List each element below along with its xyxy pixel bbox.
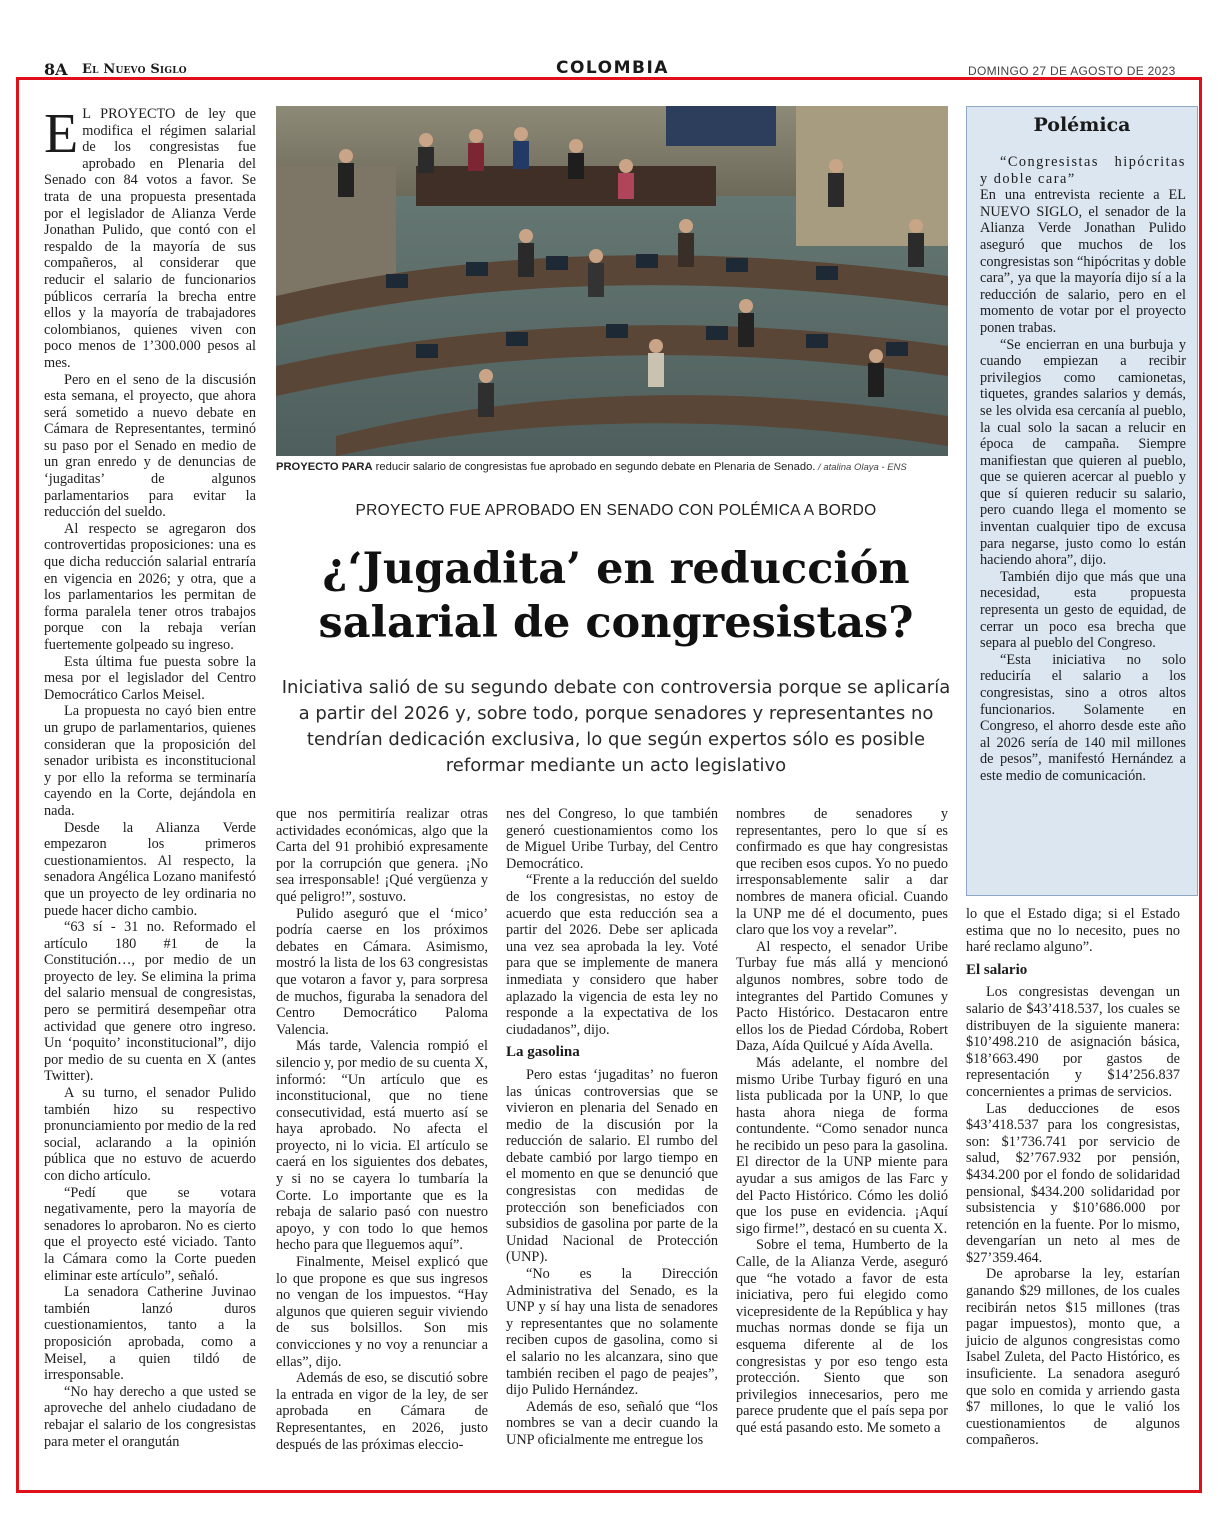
article-column-4: [736, 806, 948, 1437]
paragraph: “Pedí que se votara negativamente, pero la mayoría de senadores lo aprobaron. No es cierto que el proyecto esté viciado. Tanto la Cámara como la Corte pueden eliminar este artículo”, señaló.: [44, 1184, 256, 1284]
photo-credit: / atalina Olaya - ENS: [815, 462, 907, 473]
paragraph: Además de eso, señaló que “los nombres se van a decir cuando la UNP oficialmente me entregue los: [506, 1398, 718, 1448]
article-kicker: PROYECTO FUE APROBADO EN SENADO CON POLÉMICA A BORDO: [355, 502, 877, 519]
paragraph: “No hay derecho a que usted se aproveche del anhelo ciudadano de rebajar el salario de los congresistas para meter el orangután: [44, 1383, 256, 1450]
paragraph: Pero en el seno de la discusión esta semana, el proyecto, que ahora será sometido a nuevo debate en Cámara de Representantes, terminó su paso por el Senado en medio de un gran enredo y de denuncias de ‘jugaditas’ de algunos parlamentarios para evitar la reducción del sueldo.: [44, 371, 256, 521]
paragraph: Los congresistas devengan un salario de $43’418.537, los cuales se distribuyen de la siguiente manera: $10’498.210 de asignación básica, $18’663.490 por gastos de representación y $14’256.837 concernientes a primas de servicios.: [966, 984, 1180, 1100]
paragraph: A su turno, el senador Pulido también hizo su respectivo pronunciamiento por medio de la red social, aclarando a la opinión pública que no estuvo de acuerdo con dicho artículo.: [44, 1085, 256, 1184]
paragraph: “No es la Dirección Administrativa del Senado, es la UNP y sí hay una lista de senadores y representantes que no solamente reciben cupos de gasolina, como si el salario no les alcanzara, sino que también reciben el pago de peajes”, dijo Pulido Hernández.: [506, 1266, 718, 1399]
paragraph: Más tarde, Valencia rompió el silencio y, por medio de su cuenta X, informó: “Un artículo que es inconstitucional, que no tiene consecutividad, está muerto así se haya aprobado. No afecta el proyecto, ni lo vicia. El artículo se caerá en los siguientes dos debates, y si no se cayera lo tumbaría la Corte. Lo importante que es la rebaja de salario pasó con nuestro apoyo, y con todo lo que hemos hecho para que lleguemos aquí”.: [276, 1038, 488, 1254]
paragraph: La propuesta no cayó bien entre un grupo de parlamentarios, quienes consideran que la proposición del senador uribista es inconstitucional y por ello la reforma se terminaría cayendo en la Corte, dejándola en nada.: [44, 703, 256, 819]
subheading: La gasolina: [506, 1044, 580, 1061]
deck-line: reformar mediante un acto legislativo: [445, 755, 787, 776]
paragraph: Pero estas ‘jugaditas’ no fueron las únicas controversias que se vivieron en plenaria del Senado en medio de la discusión por la reducción de salario. El rumbo del debate cambió por largo tiempo en el momento en que se denunció que congresistas con medidas de protección son beneficiados con subsidios de gasolina por parte de la Unidad Nacional de Protección (UNP).: [506, 1066, 718, 1266]
sidebar-body: [980, 154, 1186, 785]
article-headline: [276, 542, 956, 650]
article-deck: [270, 675, 962, 779]
paragraph: que nos permitiría realizar otras actividades económicas, algo que la Carta del 91 prohibió expresamente por la corrupción que genera. ¡No sea irresponsable! ¡Qué vergüenza y qué peligro!”, sostuvo.: [276, 806, 488, 905]
senate-plenary-photo: [276, 106, 948, 456]
article-column-3: [506, 806, 718, 1449]
headline-line: ¿‘Jugadita’ en reducción: [322, 544, 910, 594]
deck-line: Iniciativa salió de su segundo debate con controversia porque se aplicaría: [281, 677, 951, 698]
newspaper-name: El Nuevo Siglo: [82, 62, 187, 77]
paragraph: “Frente a la reducción del sueldo de los congresistas, no estoy de acuerdo que esta reducción sea a partir del 2026. Debe ser aplicada una vez sea aprobada la ley. Voté para que se implemente de manera inmediata y considero que haber aplazado la vigencia de esta ley no responde a la expectativa de los ciudadanos”, dijo.: [506, 872, 718, 1038]
dropcap: E: [44, 103, 79, 165]
sidebar-title: Polémica: [1033, 114, 1131, 136]
paragraph: La senadora Catherine Juvinao también lanzó duros cuestionamientos, tanto a la proposición aprobada, como a Meisel, a quien tildó de irresponsable.: [44, 1284, 256, 1384]
paragraph: Sobre el tema, Humberto de la Calle, de la Alianza Verde, aseguró que “he votado a favor de esta iniciativa, pero fui elegido como vicepresidente de la República y hay muchas normas donde se fija un esquema diferente al de los congresistas y por eso tengo esta protección. Siento que son privilegios innecesarios, pero me parece prudente que el país sepa por qué está pasando esto. Me someto a: [736, 1237, 948, 1436]
issue-date: DOMINGO 27 DE AGOSTO DE 2023: [968, 64, 1176, 78]
paragraph: nes del Congreso, lo que también generó cuestionamientos como los de Miguel Uribe Turbay, del Centro Democrático.: [506, 806, 718, 872]
paragraph: Las deducciones de esos $43’418.537 para los congresistas, son: $1’736.741 por servicio de salud, $2’767.932 por pensión, $434.200 por el fondo de solidaridad pensional, $434.200 solidaridad por subsistencia y $10’686.000 por retención en la fuente. Por lo mismo, devengarían un neto al mes de $27’359.464.: [966, 1100, 1180, 1266]
paragraph: L PROYECTO de ley que modifica el régimen salarial de los congresistas fue aprobado en Plenaria del Senado con 84 votos a favor. Se trata de una propuesta presentada por el legislador de Alianza Verde Jonathan Pulido, que contó con el respaldo de la mayoría de sus compañeros, al considerar que reducir el salario de funcionarios públicos cerraría la brecha entre ellos y la mayoría de trabajadores colombianos, quienes viven con poco menos de 1’300.000 pesos al mes.: [44, 106, 256, 371]
paragraph: Al respecto se agregaron dos controvertidas proposiciones: una es que dicha reducción salarial entraría en vigencia en 2026; y otra, que a los parlamentarios les permitan de forma paralela tener otros trabajos porque con la rebaja verían fuertemente golpeado su ingreso.: [44, 520, 256, 653]
paragraph: Más adelante, el nombre del mismo Uribe Turbay figuró en una lista publicada por la UNP, lo que hasta ahora niega de forma contundente. “Como senador nunca he recibido un peso para la gasolina. El director de la UNP miente para ayudar a sus amigos de las Farc y del Pacto Histórico. Cómo les dolió que los puse en evidencia. ¡Aquí sigo firme!”, destacó en su cuenta X.: [736, 1054, 948, 1237]
caption-lead: PROYECTO PARA: [276, 461, 373, 473]
paragraph: De aprobarse la ley, estarían ganando $29 millones, de los cuales recibirán netos $15 millones (tras pagar impuestos), monto que, a juicio de algunos congresistas como Isabel Zuleta, del Pacto Histórico, es insuficiente. La senadora aseguró que solo en comida y arriendo gasta $7 millones, lo que le valió los cuestionamientos de algunos compañeros.: [966, 1266, 1180, 1449]
article-column-5: [966, 906, 1180, 1449]
paragraph: nombres de senadores y representantes, pero lo que sí es confirmado es que hay congresistas que reciben esos cupos. Yo no puedo irresponsablemente salir a dar nombres de manera oficial. Cuando la UNP me dé el documento, pues claro que los voy a revelar”.: [736, 806, 948, 939]
paragraph: Pulido aseguró que el ‘mico’ podría caerse en los próximos debates en Cámara. Asimismo, mostró la lista de los 63 congresistas que votaron a favor y, para sorpresa de muchos, figuraba la senadora del Centro Democrático Paloma Valencia.: [276, 905, 488, 1038]
paragraph: Al respecto, el senador Uribe Turbay fue más allá y mencionó algunos nombres, sobre todo de integrantes del Partido Comunes y Pacto Histórico. Destacaron entre ellos los de Piedad Córdoba, Robert Daza, Aída Quilcué y Aída Avella.: [736, 938, 948, 1055]
page-number: 8A: [44, 60, 68, 79]
deck-line: a partir del 2026 y, sobre todo, porque senadores y representantes no: [298, 703, 934, 724]
photo-caption: [276, 461, 956, 473]
article-column-1: [44, 103, 256, 1450]
paragraph: También dijo que más que una necesidad, esta propuesta representa un gesto de equidad, de cerrar un poco esa brecha que separa al pueblo del Congreso.: [980, 568, 1186, 652]
section-title: COLOMBIA: [556, 58, 669, 78]
paragraph: Finalmente, Meisel explicó que lo que propone es que sus ingresos no vengan de los impuestos. “Hay algunos que quieren seguir viviendo de sus bolsillos. Son mis convicciones y no voy a renunciar a ellas”, dijo.: [276, 1254, 488, 1370]
subheading: El salario: [966, 961, 1028, 978]
paragraph: Esta última fue puesta sobre la mesa por el legislador del Centro Democrático Carlos Meisel.: [44, 653, 256, 703]
paragraph: Desde la Alianza Verde empezaron los primeros cuestionamientos. Al respecto, la senadora Angélica Lozano manifestó que un proyecto de ley ordinaria no puede hacer dicho cambio.: [44, 819, 256, 919]
caption-text: reducir salario de congresistas fue aprobado en segundo debate en Plenaria de Senado.: [372, 461, 816, 473]
paragraph: lo que el Estado diga; si el Estado estima que no lo necesito, pues no haré reclamo alguno”.: [966, 906, 1180, 956]
paragraph: “63 sí - 31 no. Reformado el artículo 180 #1 de la Constitución…, por medio de un proyecto de ley. Se elimina la prima del salario mensual de congresistas, pero se permitirá desempeñar otra actividad que genere otro ingreso. Un ‘poquito’ inconstitucional”, dijo por medio de su cuenta en X (antes Twitter).: [44, 919, 256, 1085]
paragraph: “Se encierran en una burbuja y cuando empiezan a recibir privilegios como camionetas, tiquetes, grandes salarios y demás, se les olvida esa cercanía al pueblo, la cual solo la sacan a relucir en época de campaña. Siempre manifiestan que quieren al pueblo, que se quieren acercar al pueblo y que sí quieren reducir su salario, pero cuando llega el momento se inventan cualquier tipo de excusa para negarse, justo como lo están haciendo ahora”, dijo.: [980, 336, 1186, 569]
paragraph: Además de eso, se discutió sobre la entrada en vigor de la ley, de ser aprobada en Cámara de Representantes, en 2026, justo después de las próximas eleccio-: [276, 1370, 488, 1453]
headline-line: salarial de congresistas?: [318, 598, 914, 648]
paragraph: “Esta iniciativa no solo reduciría el salario a los congresistas, sino a otros altos funcionarios. Solamente en Congreso, el ahorro desde este año al 2026 sería de 140 mil millones de pesos”, manifestó Hernández a este medio de comunicación.: [980, 651, 1186, 784]
sidebar-quote: “Congresistas hipócritas y doble cara”: [980, 154, 1186, 187]
article-column-2: [276, 806, 488, 1453]
deck-line: tendrían dedicación exclusiva, lo que según expertos sólo es posible: [306, 729, 926, 750]
paragraph: En una entrevista reciente a EL NUEVO SIGLO, el senador de la Alianza Verde Jonathan Pulido aseguró que muchos de los congresistas son “hipócritas y doble cara”, ya que la mayoría dijo sí a la reducción de salario, pero en el momento de votar por el proyecto ponen trabas.: [980, 187, 1186, 336]
